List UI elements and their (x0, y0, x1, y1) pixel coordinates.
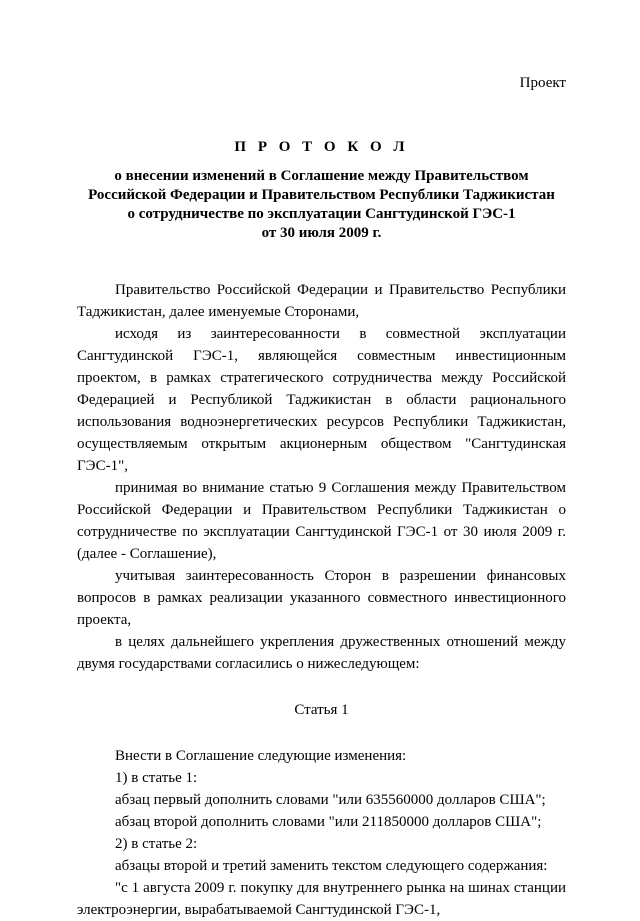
article-paragraph: "с 1 августа 2009 г. покупку для внутреннего рынка на шинах станции электроэнергии, вырабатываемой Сангтудинской ГЭС-1, (77, 880, 566, 918)
article-paragraph: 1) в статье 1: (115, 770, 198, 786)
document-title: П Р О Т О К О Л (234, 139, 409, 155)
preamble-paragraph: учитывая заинтересованность Сторон в разрешении финансовых вопросов в рамках реализации указанного совместного инвестиционного проекта, (77, 568, 566, 628)
preamble-paragraph: принимая во внимание статью 9 Соглашения между Правительством Российской Федерации и Правительством Республики Таджикистан о сотрудничестве по эксплуатации Сангтудинской ГЭС-1 от 30 июля 2009 г. (далее - Соглашение), (77, 480, 566, 562)
article-paragraph: 2) в статье 2: (115, 836, 198, 852)
subtitle-line: Российской Федерации и Правительством Республики Таджикистан (88, 187, 555, 203)
article-paragraph: Внести в Соглашение следующие изменения: (115, 748, 407, 764)
article-paragraph: абзацы второй и третий заменить текстом следующего содержания: (115, 858, 548, 874)
document-body (77, 279, 566, 921)
preamble-paragraph: исходя из заинтересованности в совместной эксплуатации Сангтудинской ГЭС-1, являющейся совместным инвестиционным проектом, в рамках стратегического сотрудничества между Российской Федерацией и Республикой Таджикистан в области рационального использования водноэнергетических ресурсов Республики Таджикистан, осуществляемым открытым акционерным обществом "Сангтудинская ГЭС-1", (77, 326, 566, 474)
subtitle-line: о сотрудничестве по эксплуатации Сангтудинской ГЭС-1 (127, 206, 516, 222)
document-subtitle (77, 167, 566, 243)
article-heading: Статья 1 (294, 702, 349, 718)
preamble-paragraph: в целях дальнейшего укрепления дружественных отношений между двумя государствами согласились о нижеследующем: (77, 634, 566, 672)
article-paragraph: абзац второй дополнить словами "или 211850000 долларов США"; (115, 814, 542, 830)
preamble-paragraph: Правительство Российской Федерации и Правительство Республики Таджикистан, далее именуемые Сторонами, (77, 282, 566, 320)
draft-label: Проект (519, 75, 566, 91)
subtitle-line: от 30 июля 2009 г. (261, 225, 382, 241)
article-paragraph: абзац первый дополнить словами "или 635560000 долларов США"; (115, 792, 546, 808)
subtitle-line: о внесении изменений в Соглашение между Правительством (114, 168, 529, 184)
